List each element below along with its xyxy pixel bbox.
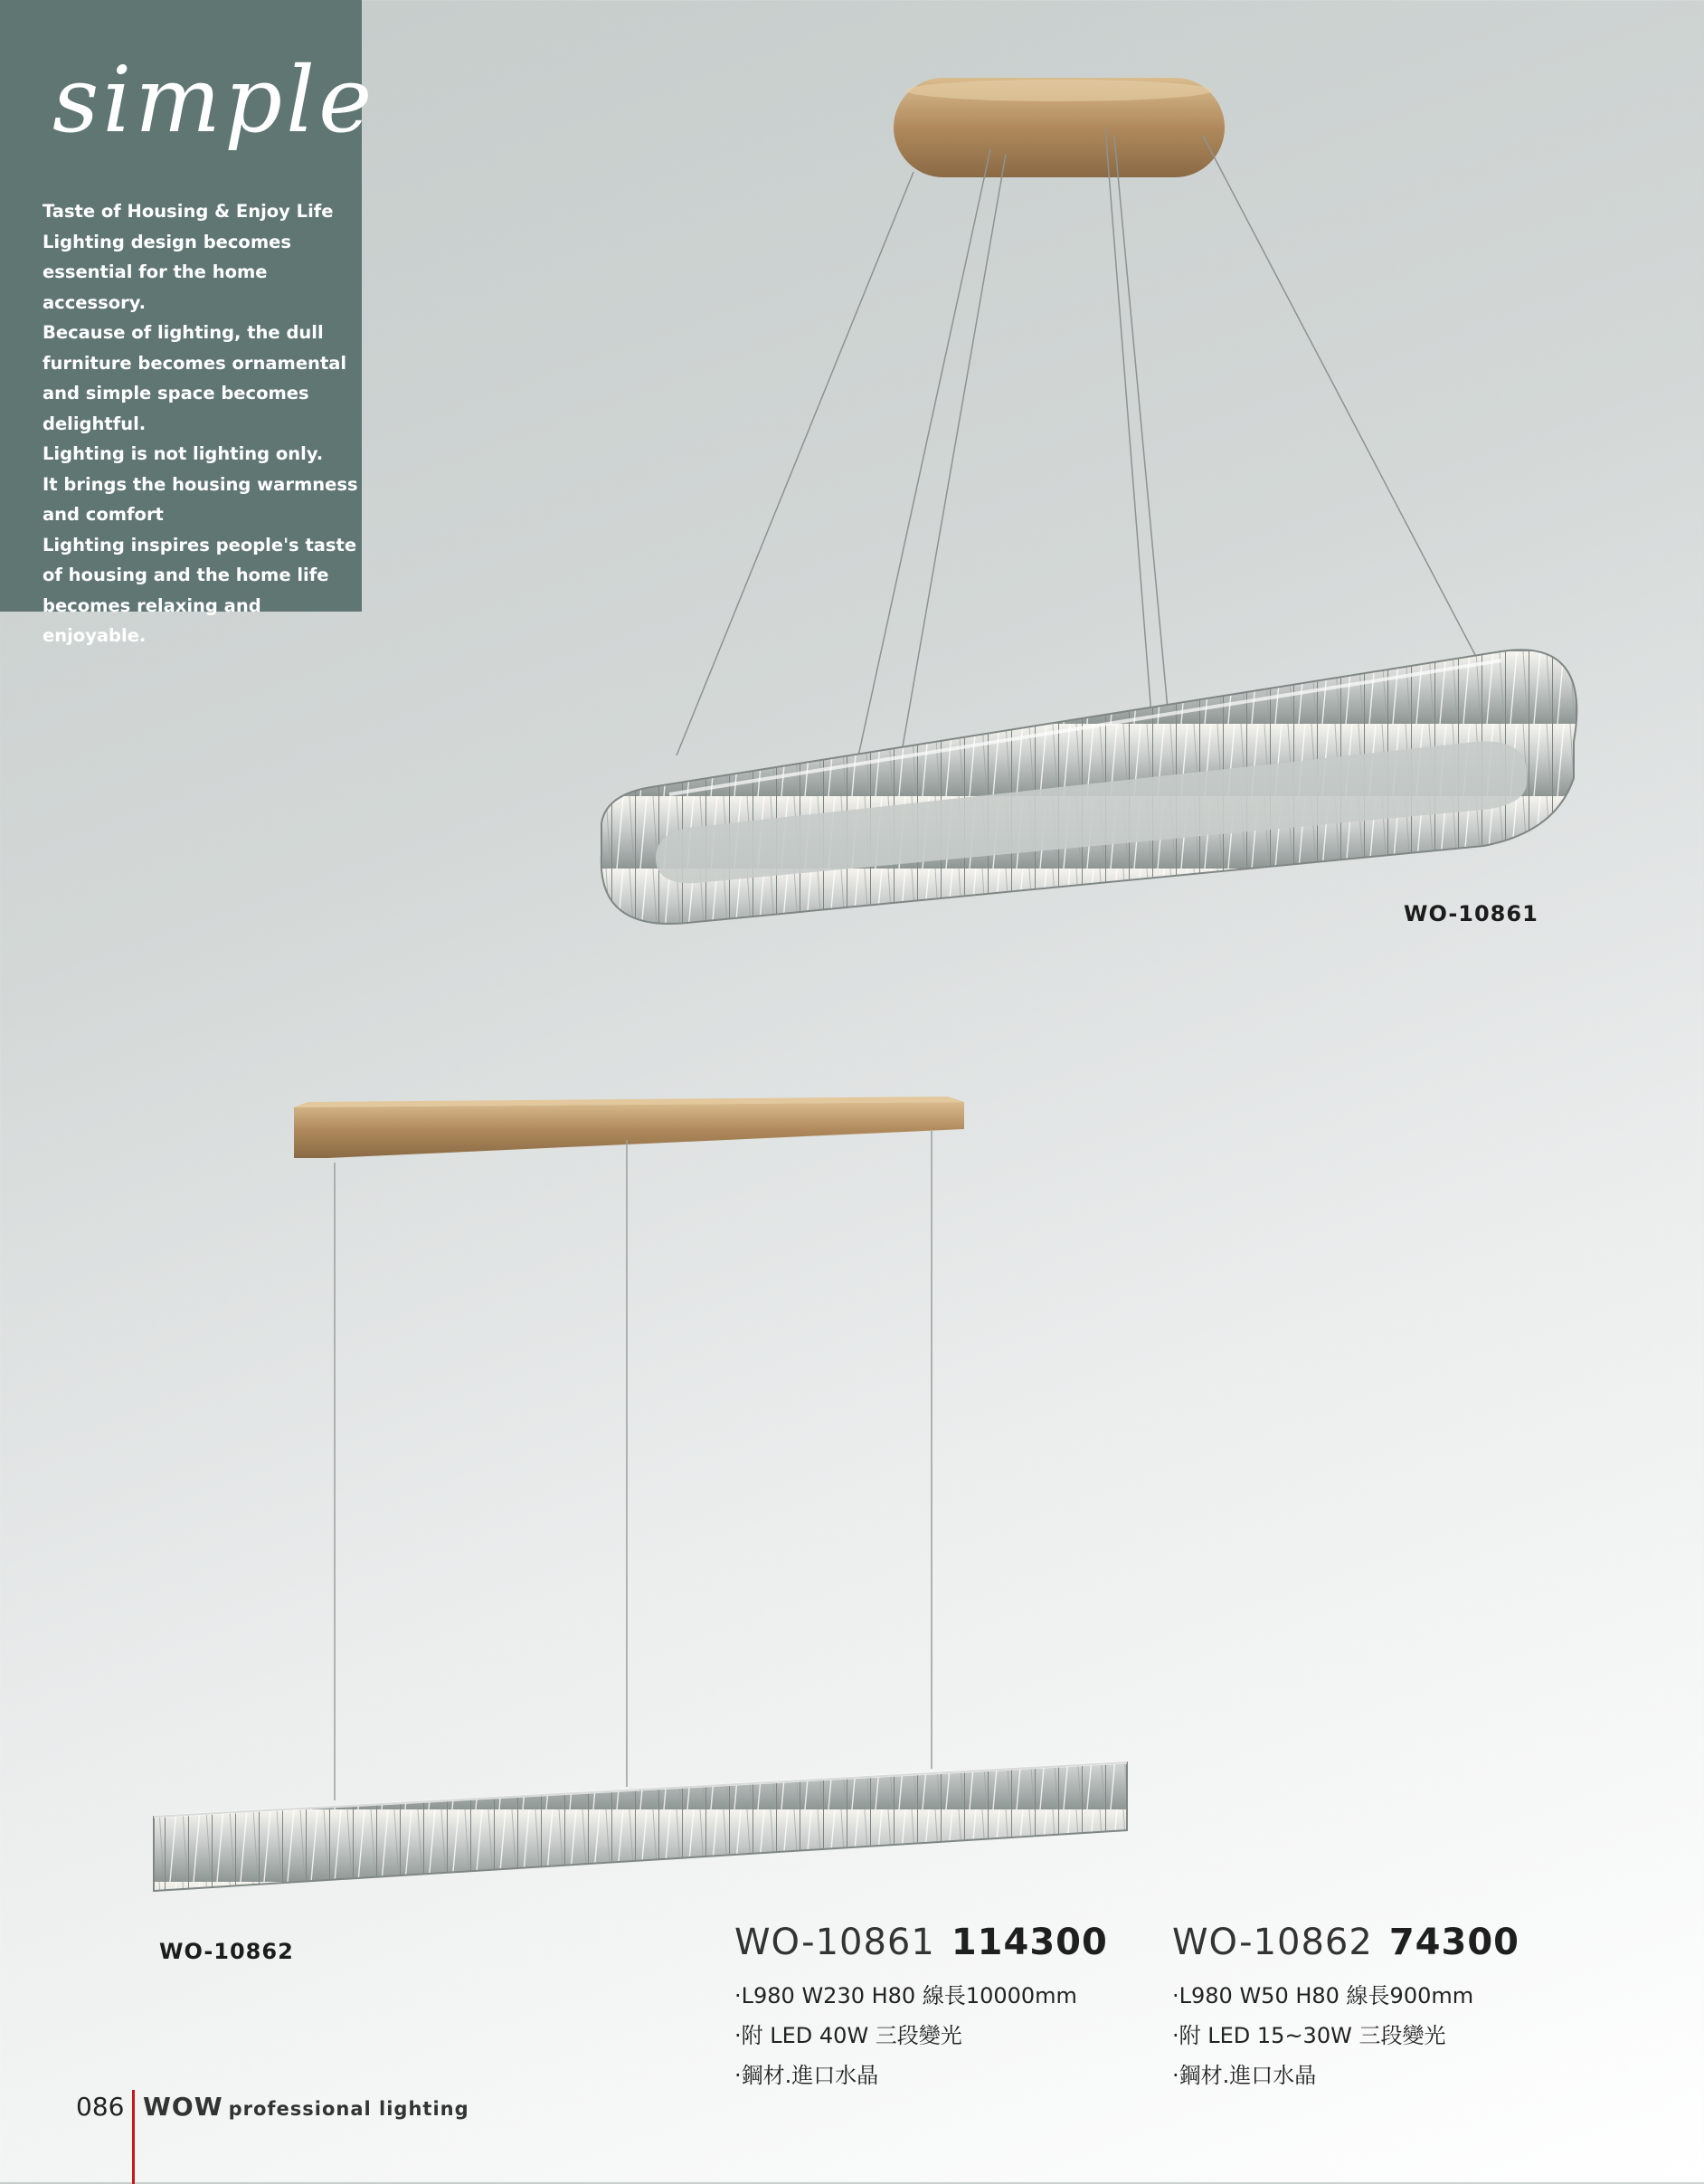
spec-led: ·附 LED 40W 三段變光	[734, 2023, 962, 2048]
brand-tagline: professional lighting	[228, 2098, 469, 2120]
footer-divider	[132, 2090, 135, 2184]
spec-dimensions: ·L980 W230 H80 線長10000mm	[734, 1983, 1077, 2008]
intro-line: Lighting is not lighting only.	[43, 443, 324, 464]
price: 114300	[951, 1922, 1108, 1963]
intro-line: Because of lighting, the dull	[43, 322, 324, 343]
bar-caption: WO-10862	[159, 1939, 294, 1964]
spec-block-wo-10862	[1172, 1922, 1519, 2095]
spec-list	[734, 1976, 1108, 2095]
intro-line: of housing and the home life	[43, 565, 329, 585]
model-number: WO-10861	[734, 1922, 935, 1963]
intro-line: It brings the housing warmness	[43, 473, 358, 495]
spec-material: ·鋼材.進口水晶	[734, 2063, 879, 2088]
ring-caption: WO-10861	[1404, 901, 1538, 926]
spec-material: ·鋼材.進口水晶	[1172, 2063, 1317, 2088]
intro-line: Taste of Housing & Enjoy Life	[43, 201, 334, 222]
model-number: WO-10862	[1172, 1922, 1373, 1963]
intro-line: becomes relaxing and enjoyable.	[43, 594, 261, 646]
spec-block-wo-10861	[734, 1922, 1108, 2095]
bar-chandelier-image	[154, 1097, 1127, 1891]
page-number: 086	[76, 2092, 125, 2122]
intro-line: Lighting inspires people's taste	[43, 534, 357, 555]
intro-line: and simple space becomes	[43, 383, 309, 404]
intro-line: delightful.	[43, 413, 147, 434]
price: 74300	[1388, 1922, 1519, 1963]
brand-name: WOW	[143, 2092, 223, 2122]
spec-heading	[1172, 1922, 1519, 1970]
spec-heading	[734, 1922, 1108, 1970]
ring-chandelier-image	[601, 78, 1577, 924]
intro-line: and comfort	[43, 504, 164, 525]
intro-line: essential for the home accessory.	[43, 261, 268, 313]
intro-line: furniture becomes ornamental	[43, 352, 347, 374]
spec-dimensions: ·L980 W50 H80 線長900mm	[1172, 1983, 1474, 2008]
spec-list	[1172, 1976, 1519, 2095]
footer-brand	[143, 2092, 469, 2122]
spec-led: ·附 LED 15~30W 三段變光	[1172, 2023, 1446, 2048]
brand-word: simple	[52, 47, 376, 153]
intro-line: Lighting design becomes	[43, 231, 291, 252]
